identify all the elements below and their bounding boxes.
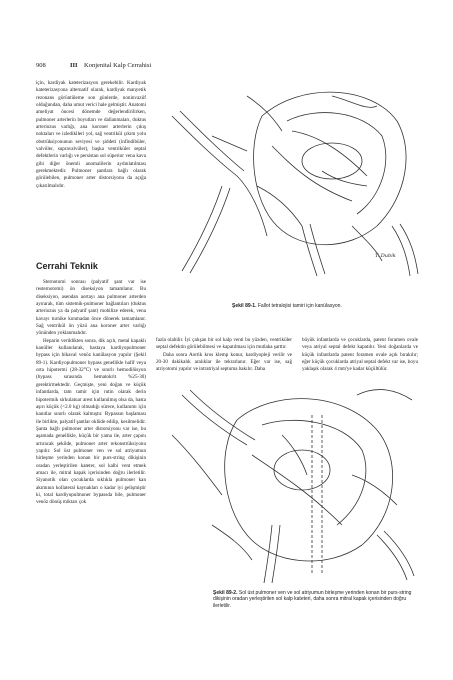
paragraph: Heparin verildikten sonra, dik açılı, metal kapaklı kanüller kullanılarak, hastaya kardiyopulmoner bypass için bikaval venöz kanülasyon yapılır (Şekil 89-1). Kardiyopulmoner bypass genellikle hafif veya orta hipotermi (28-32°C) ve sınırlı hemodilüsyon (bypass sırasında hematokrit %25-30) gerektirmektedir. Geçmişte, yeni doğan ve küçük infantlarda, tam tamir için rutin olarak derin hipotermik sirkulatuar arest kullanılmış olsa da, hasta aşırı küçük (<2.0 kg) olmadığı sürece, kullanımı için kanıtlar sınırlı olarak kalmıştır. Bypassın başlaması ile birlikte, palyatif şantlar oklüde edilip, kesilmelidir. Şanta bağlı pulmoner arter distorsiyonu var ise, bu aşamada genellikle, küçük bir yama ile, arter çapını artıracak şekilde, pulmoner arter rekonstrüksiyonu yapılır. Sol üst pulmoner ven ve sol atriyumun birleşme yerinden konan bir purs-string dikişinin oradan yerleştirilen kateter, sol kalbi vent etmek amacı ile, mitral kapak içerisinden doğru ilerletilir. Siyanotik olan çocuklarda sıklıkla pulmoner kan akımının kollateral kaynakları o kadar iyi gelişmiştir ki, total kardiyopulmoner bypassda bile, pulmoner venöz dönüş miktarı çok [36, 337, 146, 506]
figure-1-illustration [152, 76, 422, 281]
paragraph: Sternotomi sonrası (palyatif şant var ise resternotomi) ön diseksiyon tamamlanır. Bu diseksiyon, asendan aortayı ana pulmoner arterden ayırarak, tüm sistemik-pulmoner bağlantıları (duktus arteriozus ya da palyatif şant) mobilize ederek, vena kavayı turnike konmadan önce dönerek tamamlanır. Sağ ventrikül ön yüzü ana koroner arter varlığı yönünden yoklanmalıdır. [36, 279, 146, 337]
figure-2-illustration [152, 375, 422, 585]
left-heart-vent-drawing [152, 375, 422, 585]
paragraph: için, kardiyak kateterizasyon gerekebilir. Kardiyak kateterizasyona alternatif olarak, kardiyak manyetik rezonans görüntüleme son günlerde, noninvaziif olduğundan, daha umut verici hale gelmiştir. Anatomi ameliyat öncesi dönemde değerlendirilirken, pulmoner arterlerin boyutları ve dallanmaları, duktus arteriozus varlığı, ana koroner arterlerin çıkış noktaları ve izlediklleri yol, sağ ventrikül çıkım yolu obstrüksiyonunun seviyesi ve şiddeti (infindibüler, valvüler, supravalvüler), başka ventriküler septal defektlerin varlığı ve persistan sol süperior vena kava gibi diğer önemli anomalilerin aydınlatılması gerekmektedir. Pulmoner şantlara bağlı olarak görülebilen, pulmoner arter distorsiyonu da açığa çıkarılmalıdır. [36, 80, 146, 189]
figure-1-label: Şekil 89-1. [232, 303, 257, 309]
heart-cannulation-drawing [152, 76, 422, 281]
page-number: 908 [36, 62, 46, 69]
figure-2-caption [213, 590, 423, 609]
illustrator-signature: T. Dubik [375, 253, 396, 259]
paragraph: Daha sonra Aortik kros klemp konur, kardiyopleji verilir ve 20-30 dakikalık aralıklar ile tekrarlanır. Eğer var ise, sağ atriyotomi yapılır ve intratriyal septuma bakılır. Daha [156, 351, 292, 373]
figure-1-caption-text: Fallot tetralojisi tamiri için kanülasyon. [257, 303, 342, 309]
section-number: III [70, 62, 78, 69]
left-column-bottom [36, 279, 146, 507]
right-column [302, 337, 418, 374]
paragraph: fazla olabilir. İyi çalışan bir sol kalp venti bu yüzden, ventriküler septal defektin görülebilmesi ve kapatılması için mutlaka şarttır. [156, 337, 292, 351]
paragraph: büyük infantlarda ve çocuklarda, patent foramen ovale veya atriyal septal defekt kapatılır. Yeni doğanlarda ve küçük infantlarda patent foramen ovale açık bırakılır; eğer küçük çocuklarda atriyal septal defekt var ise, boyu yaklaşık olarak 4 mm'ye kadar küçültülür. [302, 337, 418, 373]
figure-1-caption [232, 303, 422, 309]
figure-2-label: Şekil 89-2. [213, 590, 238, 596]
chapter-title: Konjenital Kalp Cerrahisi [84, 62, 152, 69]
middle-column [156, 337, 292, 374]
figure-2-caption-text: Sol üst pulmoner ven ve sol atriyumun birleşme yerinden konan bir purs-string dikişinin oradan yerleştirilen sol kalp kateteri, daha sonra mitral kapak içerisinden doğru ilerletilir. [213, 590, 412, 609]
section-heading: Cerrahi Teknik [36, 261, 98, 271]
left-column-top [36, 80, 146, 190]
